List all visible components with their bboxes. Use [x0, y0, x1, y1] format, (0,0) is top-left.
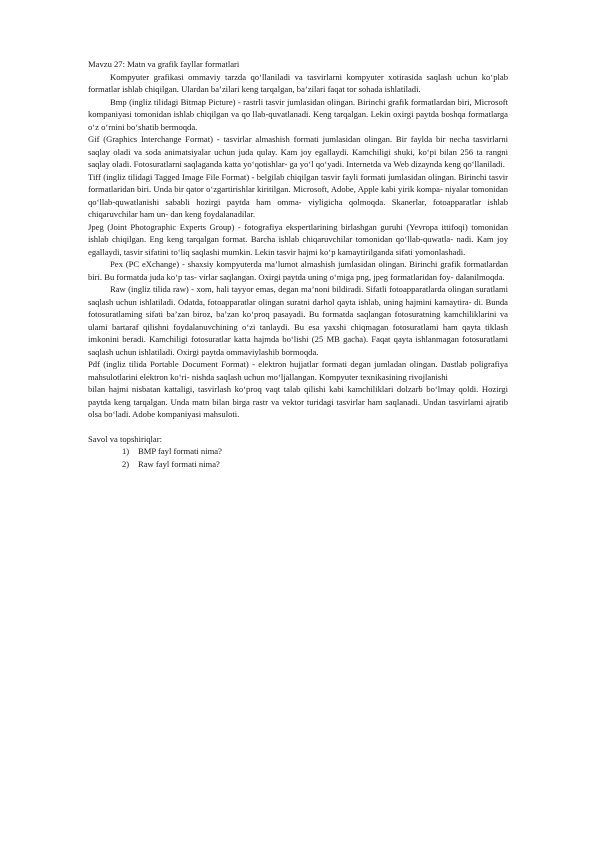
page-title: Mavzu 27: Matn va grafik fayllar formatlari	[88, 59, 240, 69]
paragraph-raw: Raw (ingliz tilida raw) - xom, hali tayyor emas, degan ma’noni bildiradi. Sifatli fotoapparatlarda olingan suratlami saqlash uchun ishlatiladi. Odatda, fotoapparatlar olingan suratni darhol qayta ishlab, uning hajmini kamaytira- di. Bunda fotosuratlaming sifati ba’zan biroz, ba’zan ko‘proq pasayadi. Bu formatda saqlangan fotosuratning kamchiliklarini va ulami bartaraf qilishni foydalanuvchining o‘zi tanlaydi. Bu esa yaxshi chiqmagan fotosuratlami ham qayta tiklash imkonini beradi. Kamchiligi fotosuratlar katta hajmda bo‘lishi (25 MB gacha). Faqat qayta ishlanmagan fotosuratlami saqlash uchun ishlatiladi. Oxirgi paytda ommaviylashib bormoqda.	[88, 284, 508, 357]
question-number: 1)	[122, 446, 130, 456]
paragraph-gif: Gif (Graphics Interchange Format) - tasvirlar almashish formati jumlasidan olingan. Bir faylda bir necha tasvirlarni saqlay oladi va soda animatsiyalar uchun juda qulay. Kam joy egallaydi. Kamchiligi shuki, ko‘pi bilan 256 ta rangni saqlay oladi. Fotosuratlarni saqlaganda katta yo‘qotishlar- ga yo‘l qo‘yadi. Internetda va Web dizaynda keng qo‘llaniladi.	[88, 134, 508, 169]
question-text: Raw fayl formati nima?	[138, 458, 220, 469]
paragraph-jpeg: Jpeg (Joint Photographic Experts Group) - fotografiya ekspertlarining birlashgan guruhi (Yevropa ittifoqi) tomonidan ishlab chiqilgan. Eng keng tarqalgan format. Barcha ishlab chiqaruvchilar tomonidan qo‘llab-quwatla- nadi. Kam joy egallaydi, tasvir sifatini to‘liq saqlashi mumkin. Lekin tasvir hajmi ko‘p kamaytirilganda sifati yomonlashadi.	[88, 221, 508, 257]
document-body	[88, 58, 508, 470]
paragraph-pcx: Pex (PC eXchange) - shaxsiy kompyuterda ma’lumot almashish jumlasidan olingan. Birinchi grafik formatlardan biri. Bu formatda juda ko‘p tas- virlar saqlangan. Oxirgi paytda uning o‘miga png, jpeg formatlaridan foy- dalanilmoqda.	[88, 259, 508, 282]
paragraph-intro: Kompyuter grafikasi ommaviy tarzda qo‘llaniladi va tasvirlarni kompyuter xotirasida saqlash uchun ko‘plab formatlar ishlab chiqilgan. Ulardan ba’zilari keng tarqalgan, ba’zilari faqat tor sohada ishlatiladi.	[88, 71, 508, 94]
question-text: BMP fayl formati nima?	[138, 446, 222, 456]
paragraph-pdf: Pdf (ingliz tilida Portable Document Format) - elektron hujjatlar formati degan jumladan olingan. Dastlab poligrafiya mahsulotlarini elektron ko‘ri- nishda saqlash uchun mo‘ljallangan. Kompyuter texnikasining rivojlanishi	[88, 359, 508, 382]
paragraph-pdf-continued: bilan hajmi nisbatan kattaligi, tasvirlash ko‘proq vaqt talab qilishi kabi kamchiliklari dolzarb bo‘lmay qoldi. Hozirgi paytda keng tarqalgan. Unda matn bilan birga rastr va vektor turidagi tasvirlar ham saqlanadi. Undan tasvirlami ajratib olsa bo‘ladi. Adobe kompaniyasi mahsuloti.	[88, 384, 508, 419]
question-item	[122, 445, 508, 458]
question-number: 2)	[122, 458, 130, 469]
paragraph-bmp: Bmp (ingliz tilidagi Bitmap Picture) - rastrli tasvir jumlasidan olingan. Birinchi grafik formatlardan biri, Microsoft kompaniyasi tomonidan ishlab chiqilgan va qo llab-quvatlanadi. Keng tarqalgan. Lekin oxirgi paytda boshqa formatlarga o‘z o‘rnini bo‘shatib bermoqda.	[88, 96, 508, 132]
paragraph-tiff: Tiff (ingliz tilidagi Tagged Image File Format) - belgilab chiqilgan tasvir fayli formati jumlasidan olingan. Birinchi tasvir formatlaridan biri. Unda bir qator o‘zgartirishlar kiritilgan. Microsoft, Adobe, Apple kabi yirik kompa- niyalar tomonidan qo‘llab-quwatlanishi sababli hozirgi paytda ham omma- viyligicha qolmoqda. Skanerlar, fotoapparatlar ishlab chiqaruvchilar ham un- dan keng foydalanadilar.	[88, 171, 508, 219]
section-spacer	[88, 421, 508, 433]
question-item	[122, 458, 508, 471]
questions-list	[88, 445, 508, 470]
tasks-heading: Savol va topshiriqlar:	[88, 433, 162, 444]
